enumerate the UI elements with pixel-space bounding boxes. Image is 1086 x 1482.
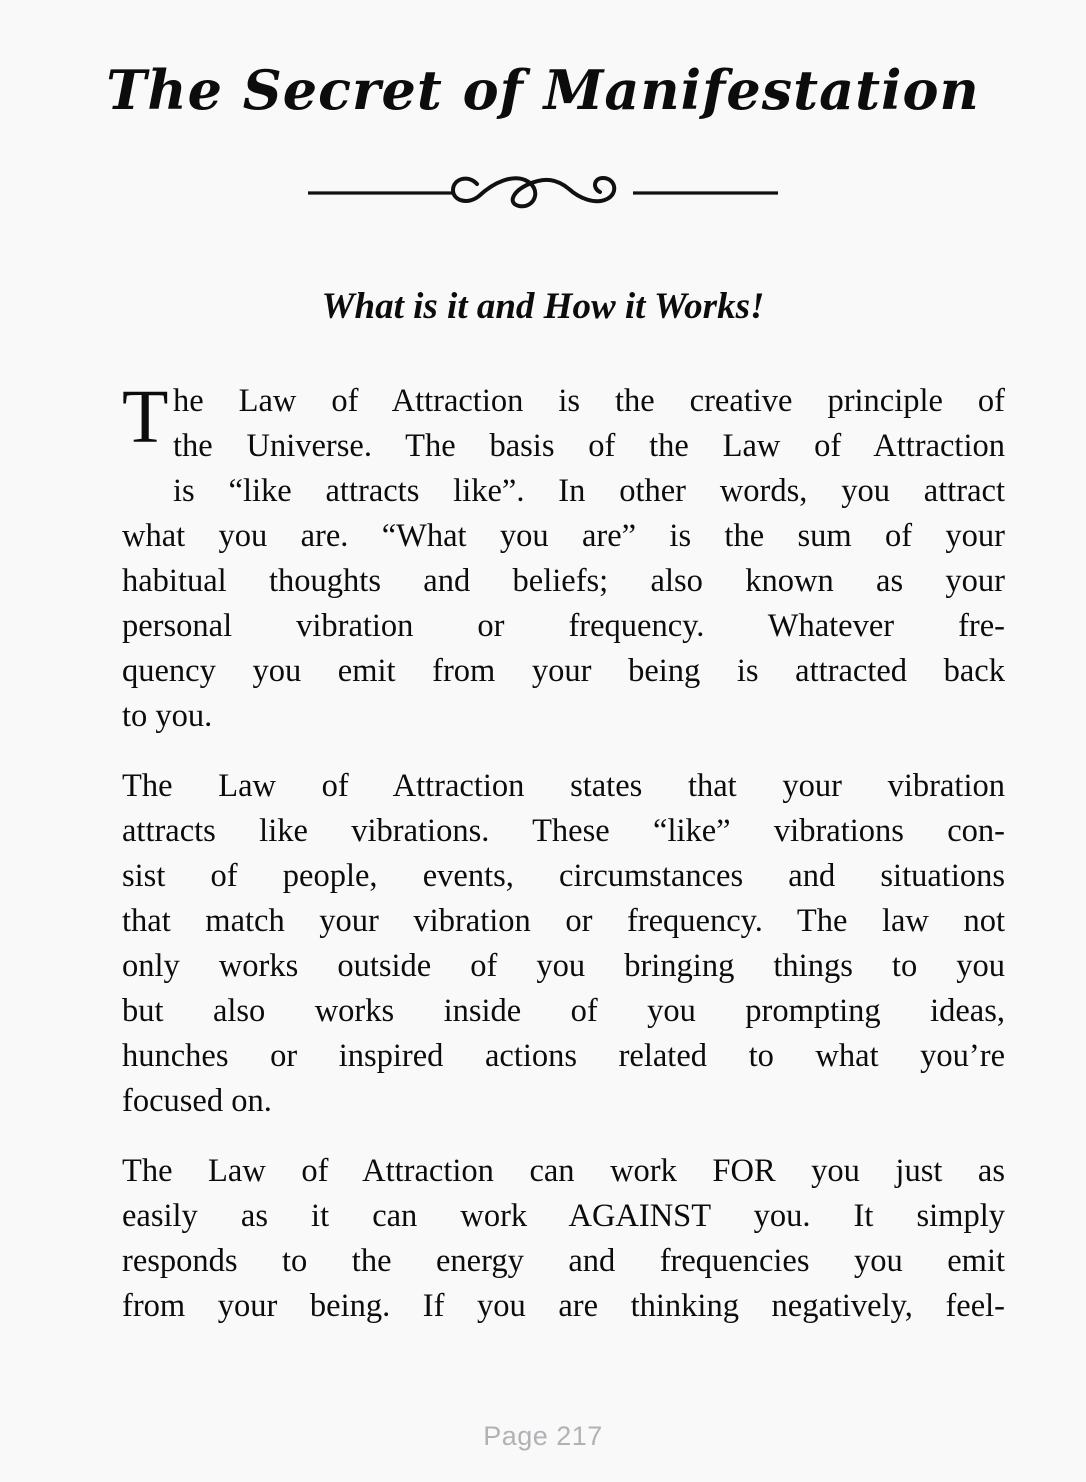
body-text [122, 375, 1005, 1329]
text-line: The Law of Attraction states that your vibration [122, 768, 1005, 805]
text-line: what you are. “What you are” is the sum of your [122, 518, 1005, 555]
text-line: responds to the energy and frequencies you emit [122, 1243, 1005, 1280]
text-line: easily as it can work AGAINST you. It simply [122, 1198, 1005, 1235]
drop-cap [122, 375, 173, 514]
text-line: he Law of Attraction is the creative principle of [173, 383, 1005, 420]
page-number-label: Page 217 [483, 1421, 603, 1451]
text-line: to you. [122, 698, 213, 735]
text-line: sist of people, events, circumstances and situations [122, 858, 1005, 895]
paragraph-1 [122, 375, 1005, 739]
paragraph-2 [122, 764, 1005, 1124]
text-line: is “like attracts like”. In other words, you attract [173, 473, 1005, 510]
text-line: but also works inside of you prompting ideas, [122, 993, 1005, 1030]
text-line: from your being. If you are thinking negatively, feel- [122, 1288, 1005, 1325]
text-line: only works outside of you bringing things to you [122, 948, 1005, 985]
text-line: quency you emit from your being is attracted back [122, 653, 1005, 690]
text-line: The Law of Attraction can work FOR you just as [122, 1153, 1005, 1190]
text-line: hunches or inspired actions related to what you’re [122, 1038, 1005, 1075]
text-line: that match your vibration or frequency. The law not [122, 903, 1005, 940]
text-line: personal vibration or frequency. Whatever fre- [122, 608, 1005, 645]
text-line: attracts like vibrations. These “like” vibrations con- [122, 813, 1005, 850]
chapter-title: The Secret of Manifestation [106, 58, 980, 122]
section-heading: What is it and How it Works! [321, 285, 765, 327]
text-line: the Universe. The basis of the Law of Attraction [173, 428, 1005, 465]
flourish-divider-icon [305, 171, 781, 215]
paragraph-3 [122, 1149, 1005, 1329]
drop-cap-letter: T [122, 375, 169, 460]
text-line: habitual thoughts and beliefs; also known as your [122, 563, 1005, 600]
text-line: focused on. [122, 1083, 272, 1120]
